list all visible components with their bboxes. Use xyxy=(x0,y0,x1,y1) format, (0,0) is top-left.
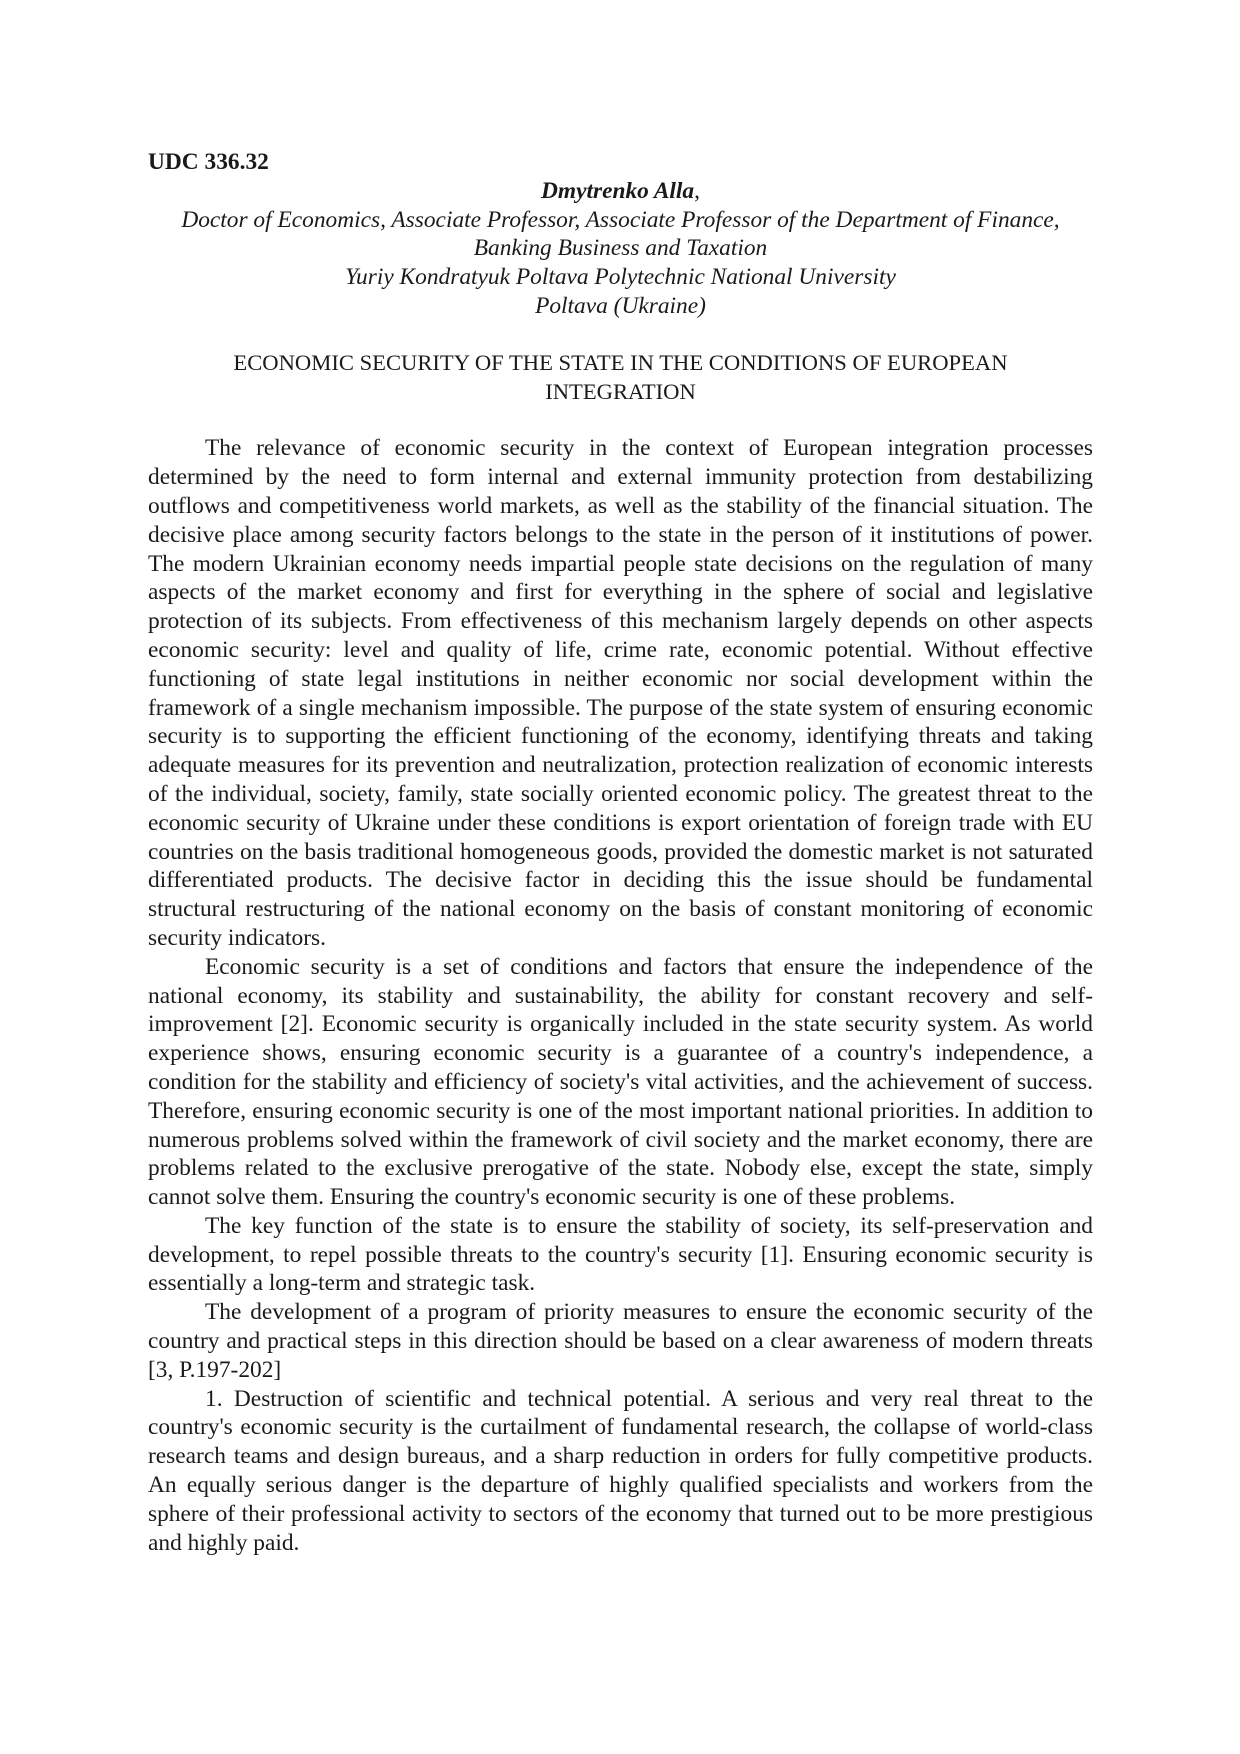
paragraph: The key function of the state is to ensure the stability of society, its self-preservation and development, to repel possible threats to the country's security [1]. Ensuring economic security is essentially a long-term and strategic task. xyxy=(148,1212,1093,1297)
author-institution: Yuriy Kondratyuk Poltava Polytechnic National University xyxy=(345,264,896,291)
article-title: ECONOMIC SECURITY OF THE STATE IN THE CONDITIONS OF EUROPEAN INTEGRATION xyxy=(233,349,1008,404)
udc-code: UDC 336.32 xyxy=(148,149,269,175)
author-block xyxy=(148,177,1093,321)
paragraph: Economic security is a set of conditions and factors that ensure the independence of the national economy, its stability and sustainability, the ability for constant recovery and self-improvement [2]. Economic security is organically included in the state security system. As world experience shows, ensuring economic security is a guarantee of a country's independence, a condition for the stability and efficiency of society's vital activities, and the achievement of success. Therefore, ensuring economic security is one of the most important national priorities. In addition to numerous problems solved within the framework of civil society and the market economy, there are problems related to the exclusive prerogative of the state. Nobody else, except the state, simply cannot solve them. Ensuring the country's economic security is one of these problems. xyxy=(148,953,1093,1211)
article-body xyxy=(148,434,1093,1557)
author-position: Doctor of Economics, Associate Professor, Associate Professor of the Department of Finance, Banking Business and Taxation xyxy=(181,206,1060,262)
author-comma: , xyxy=(694,177,700,204)
author-line xyxy=(148,177,1093,206)
paragraph: 1. Destruction of scientific and technical potential. A serious and very real threat to the country's economic security is the curtailment of fundamental research, the collapse of world-class research teams and design bureaus, and a sharp reduction in orders for fully competitive products. An equally serious danger is the departure of highly qualified specialists and workers from the sphere of their professional activity to sectors of the economy that turned out to be more prestigious and highly paid. xyxy=(148,1385,1093,1556)
author-location: Poltava (Ukraine) xyxy=(535,292,706,319)
paragraph: The relevance of economic security in the context of European integration processes determined by the need to form internal and external immunity protection from destabilizing outflows and competitiveness world markets, as well as the stability of the financial situation. The decisive place among security factors belongs to the state in the person of it institutions of power. The modern Ukrainian economy needs impartial people state decisions on the regulation of many aspects of the market economy and first for everything in the sphere of social and legislative protection of its subjects. From effectiveness of this mechanism largely depends on other aspects economic security: level and quality of life, crime rate, economic potential. Without effective functioning of state legal institutions in neither economic nor social development within the framework of a single mechanism impossible. The purpose of the state system of ensuring economic security is to supporting the efficient functioning of the economy, identifying threats and taking adequate measures for its prevention and neutralization, protection realization of economic interests of the individual, society, family, state socially oriented economic policy. The greatest threat to the economic security of Ukraine under these conditions is export orientation of foreign trade with EU countries on the basis traditional homogeneous goods, provided the domestic market is not saturated differentiated products. The decisive factor in deciding this the issue should be fundamental structural restructuring of the national economy on the basis of constant monitoring of economic security indicators. xyxy=(148,435,1093,951)
document-page xyxy=(148,148,1093,1557)
author-name: Dmytrenko Alla xyxy=(541,177,695,204)
paragraph: The development of a program of priority measures to ensure the economic security of the country and practical steps in this direction should be based on a clear awareness of modern threats [3, P.197-202] xyxy=(148,1299,1093,1383)
